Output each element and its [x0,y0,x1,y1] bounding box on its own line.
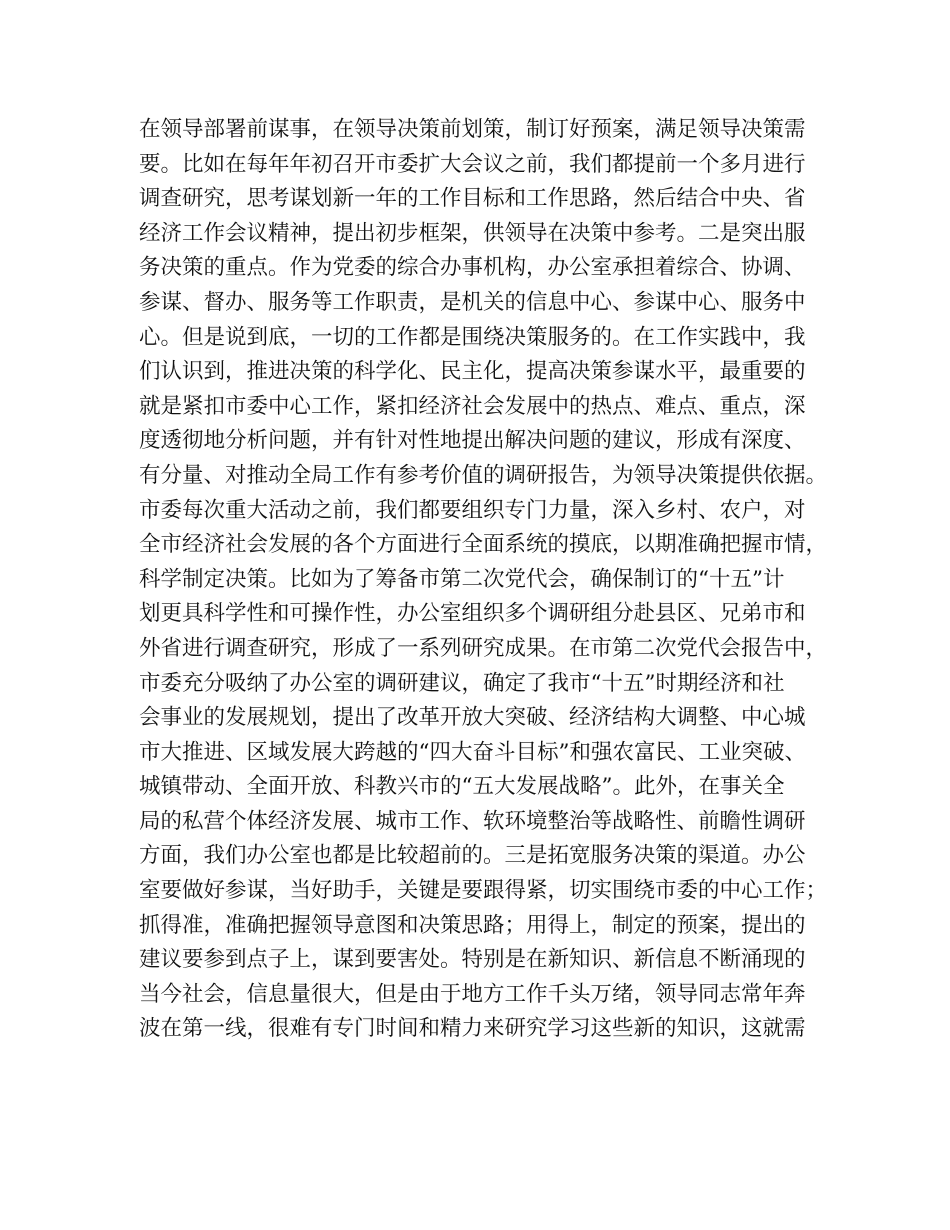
text-line: 心。但是说到底，一切的工作都是围绕决策服务的。在工作实践中，我 [139,324,806,350]
text-line: 市大推进、区域发展大跨越的“四大奋斗目标”和强农富民、工业突破、 [139,739,806,765]
text-line: 度透彻地分析问题，并有针对性地提出解决问题的建议，形成有深度、 [139,428,806,454]
text-line: 有分量、对推动全局工作有参考价值的调研报告，为领导决策提供依据。 [139,462,828,488]
text-line: 外省进行调查研究，形成了一系列研究成果。在市第二次党代会报告中， [139,635,828,661]
text-line: 在领导部署前谋事，在领导决策前划策，制订好预案，满足领导决策需 [139,117,806,142]
text-line: 要。比如在每年年初召开市委扩大会议之前，我们都提前一个多月进行 [139,151,806,177]
text-line: 经济工作会议精神，提出初步框架，供领导在决策中参考。二是突出服 [139,220,806,246]
text-line: 划更具科学性和可操作性，办公室组织多个调研组分赴县区、兄弟市和 [139,601,806,627]
text-line: 建议要参到点子上，谋到要害处。特别是在新知识、新信息不断涌现的 [139,947,806,973]
text-line: 会事业的发展规划，提出了改革开放大突破、经济结构大调整、中心城 [139,705,806,731]
text-line: 就是紧扣市委中心工作，紧扣经济社会发展中的热点、难点、重点，深 [139,393,806,419]
text-line: 务决策的重点。作为党委的综合办事机构，办公室承担着综合、协调、 [139,255,806,281]
text-line: 市委充分吸纳了办公室的调研建议，确定了我市“十五”时期经济和社 [139,670,785,696]
text-line: 城镇带动、全面开放、科教兴市的“五大发展战略”。此外，在事关全 [139,774,785,800]
text-line: 波在第一线，很难有专门时间和精力来研究学习这些新的知识，这就需 [139,1016,806,1042]
text-line: 当今社会，信息量很大，但是由于地方工作千头万绪，领导同志常年奔 [139,981,806,1007]
text-line: 室要做好参谋，当好助手，关键是要跟得紧，切实围绕市委的中心工作； [139,878,828,904]
text-line: 们认识到，推进决策的科学化、民主化，提高决策参谋水平，最重要的 [139,359,806,385]
text-line: 方面，我们办公室也都是比较超前的。三是拓宽服务决策的渠道。办公 [139,843,806,869]
text-line: 全市经济社会发展的各个方面进行全面系统的摸底，以期准确把握市情， [139,532,828,558]
text-line: 科学制定决策。比如为了筹备市第二次党代会，确保制订的“十五”计 [139,566,785,592]
body-text [139,113,829,1047]
text-line: 局的私营个体经济发展、城市工作、软环境整治等战略性、前瞻性调研 [139,808,806,834]
text-line: 参谋、督办、服务等工作职责，是机关的信息中心、参谋中心、服务中 [139,289,806,315]
text-line: 市委每次重大活动之前，我们都要组织专门力量，深入乡村、农户，对 [139,497,806,523]
text-line: 抓得准，准确把握领导意图和决策思路；用得上，制定的预案，提出的 [139,912,806,938]
text-line: 调查研究，思考谋划新一年的工作目标和工作思路，然后结合中央、省 [139,186,806,212]
